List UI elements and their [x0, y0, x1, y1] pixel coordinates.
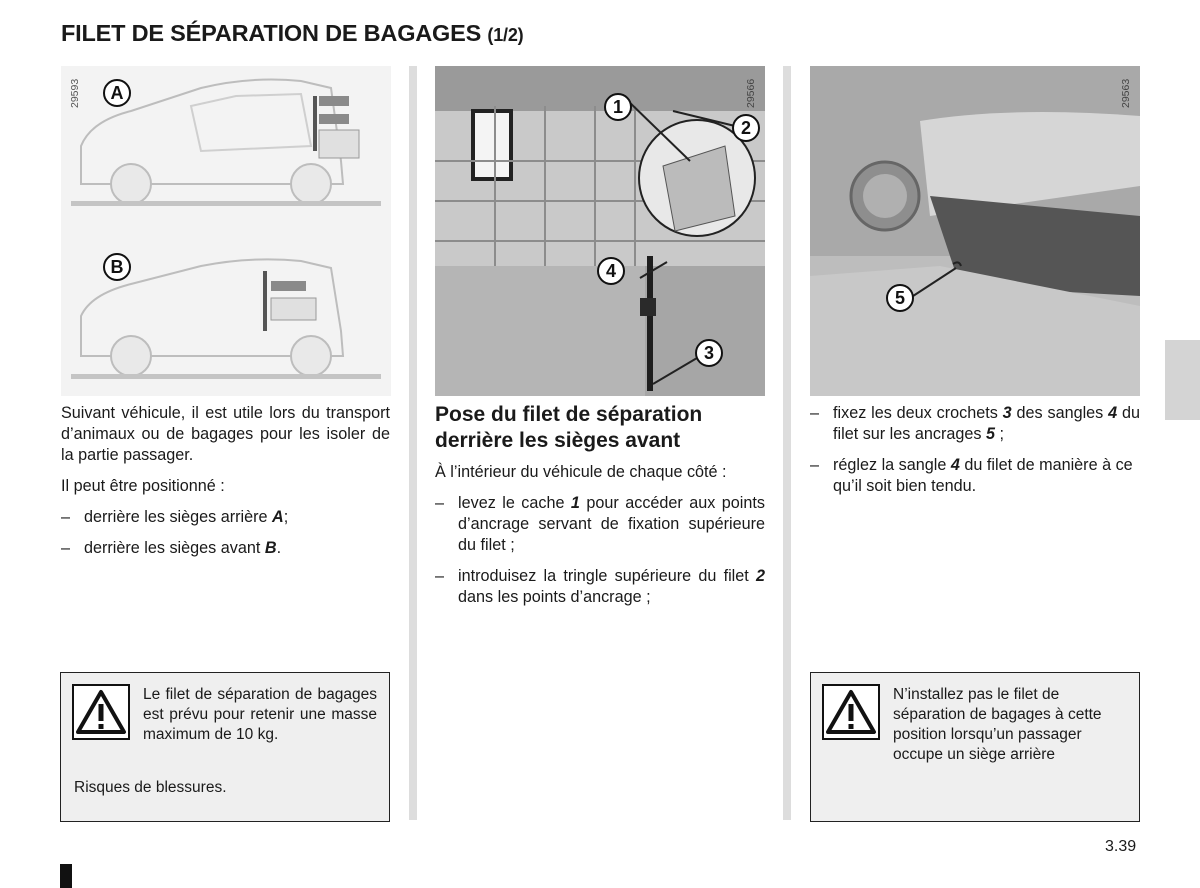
car-diagram-illustration — [61, 66, 391, 396]
page-title — [61, 20, 523, 47]
list-item: – introduisez la tringle supérieure du filet 2 dans les points d’ancrage ; — [435, 567, 765, 606]
section-tab — [1165, 340, 1200, 420]
intro-paragraph: Suivant véhicule, il est utile lors du transport d’animaux ou de bagages pour les isoler de la partie passager. — [61, 404, 390, 464]
callout-1: 1 — [604, 93, 632, 121]
list-item: – derrière les sièges avant B. — [61, 539, 282, 557]
warning-box — [60, 672, 390, 822]
column-2-text — [435, 402, 765, 608]
callout-4: 4 — [597, 257, 625, 285]
warning-risk: Risques de blessures. — [74, 779, 227, 796]
list-item: – derrière les sièges arrière A; — [61, 508, 289, 526]
callout-3: 3 — [695, 339, 723, 367]
warning-text: N’installez pas le filet de séparation de bagages à cette position lorsqu’un passager occupe un siège arrière — [893, 686, 1102, 763]
warning-icon — [72, 684, 130, 740]
page-title-main: FILET DE SÉPARATION DE BAGAGES — [61, 20, 482, 46]
page-title-suffix: (1/2) — [487, 25, 524, 45]
list-item: – réglez la sangle 4 du filet de manière à ce qu’il soit bien tendu. — [810, 456, 1133, 495]
warning-box — [810, 672, 1140, 822]
section-heading: Pose du filet de séparation derrière les sièges avant — [435, 403, 703, 452]
warning-text: Le filet de séparation de bagages est prévu pour retenir une masse maximum de 10 kg. — [143, 686, 377, 743]
page-number: 3.39 — [1105, 838, 1137, 855]
floor-anchor-illustration — [810, 66, 1140, 396]
callout-5: 5 — [886, 284, 914, 312]
list-item: – fixez les deux crochets 3 des sangles 4 du filet sur les ancrages 5 ; — [810, 404, 1140, 443]
callout-2: 2 — [732, 114, 760, 142]
column-separator — [783, 66, 791, 820]
figure-reference: 29593 — [69, 78, 81, 108]
figure-reference: 29566 — [745, 78, 757, 108]
figure-reference: 29563 — [1120, 78, 1132, 108]
cargo-net-photo — [435, 66, 765, 396]
callout-a: A — [103, 79, 131, 107]
intro-paragraph: À l’intérieur du véhicule de chaque côté : — [435, 463, 727, 481]
warning-icon — [822, 684, 880, 740]
car-diagram-figure — [61, 66, 391, 396]
callout-b: B — [103, 253, 131, 281]
column-separator — [409, 66, 417, 820]
column-3-text — [810, 403, 1140, 497]
position-paragraph: Il peut être positionné : — [61, 477, 225, 495]
list-item: – levez le cache 1 pour accéder aux points d’ancrage servant de fixation supérieure du filet ; — [435, 494, 765, 554]
corner-mark — [60, 864, 72, 888]
column-1-text — [61, 403, 390, 559]
floor-anchor-photo — [810, 66, 1140, 396]
